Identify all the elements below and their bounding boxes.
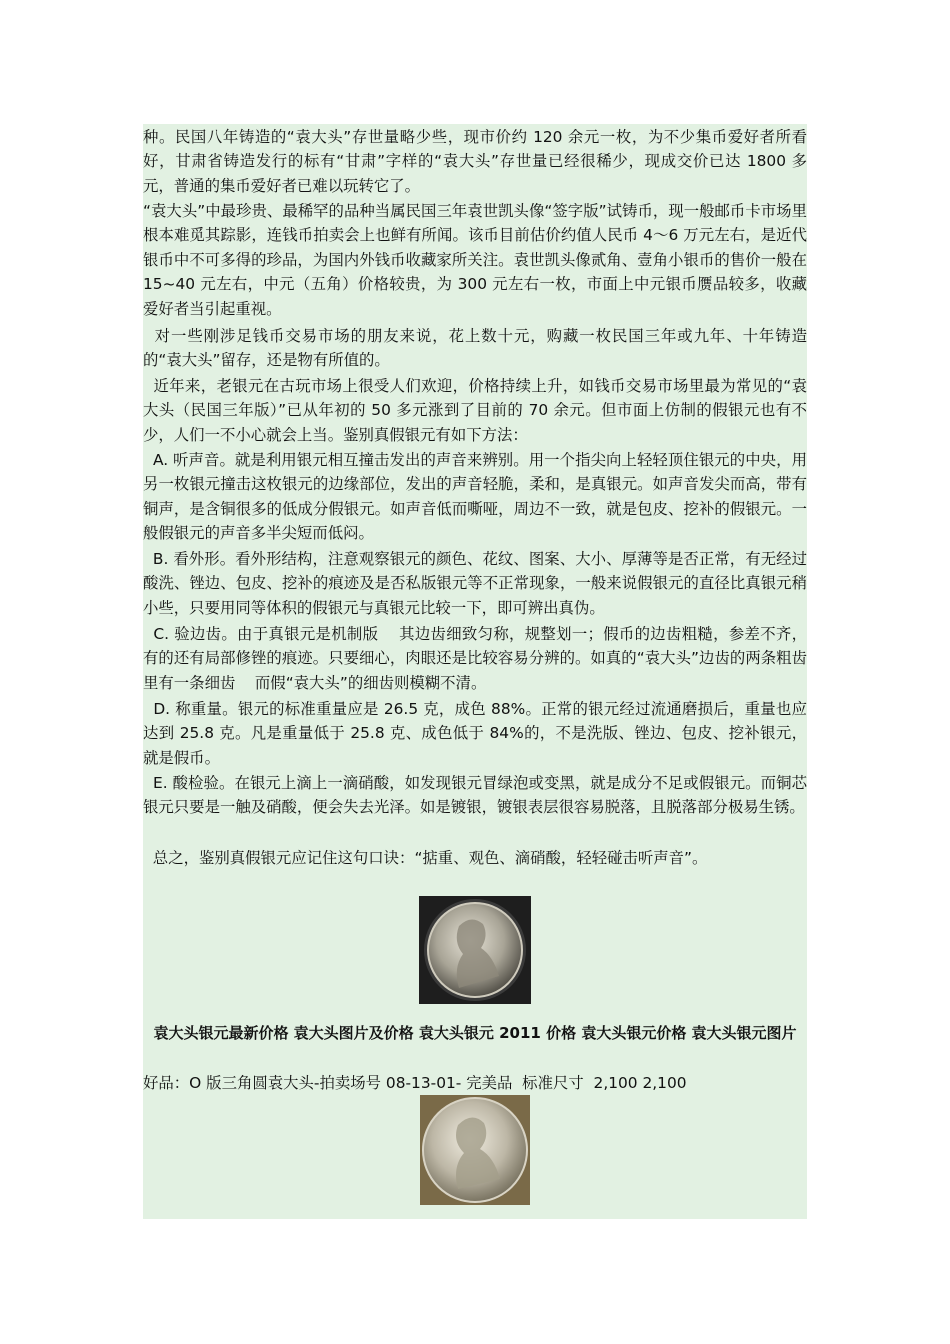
paragraph-2: “袁大头”中最珍贵、最稀罕的品种当属民国三年袁世凯头像“签字版”试铸币，现一般邮币卡市场里根本难觅其踪影，连钱币拍卖会上也鲜有所闻。该币目前估价约值人民币 4～6 万元左右，是近代银币中不可多得的珍品，为国内外钱币收藏家所关注。袁世凯头像贰角、壹角小银币的售价一般在 15~40 元左右，中元（五角）价格较贵，为 300 元左右一枚，市面上中元银币赝品较多，收藏爱好者当引起重视。 <box>143 202 812 318</box>
item-info-line: 好品：O 版三角圆袁大头-拍卖场号 08-13-01- 完美品 标准尺寸 2,100 2,100 <box>143 1074 687 1092</box>
paragraph-3: 对一些刚涉足钱币交易市场的朋友来说，花上数十元，购藏一枚民国三年或九年、十年铸造的“袁大头”留存，还是物有所值的。 <box>143 327 807 370</box>
paragraph-method-d: D. 称重量。银元的标准重量应是 26.5 克，成色 88%。正常的银元经过流通磨损后，重量也应达到 25.8 克。凡是重量低于 25.8 克、成色低于 84%的，不是洗版、锉边、包皮、挖补银元，就是假币。 <box>143 700 807 767</box>
coin-photo-1 <box>419 896 531 1004</box>
paragraph-method-b: B. 看外形。看外形结构，注意观察银元的颜色、花纹、图案、大小、厚薄等是否正常，有无经过酸洗、锉边、包皮、挖补的痕迹及是否私版银元等不正常现象，一般来说假银元的直径比真银元稍小些，只要用同等体积的假银元与真银元比较一下，即可辨出真伪。 <box>143 550 807 617</box>
paragraph-method-c: C. 验边齿。由于真银元是机制版 其边齿细致匀称，规整划一；假币的边齿粗糙，参差不齐，有的还有局部修锉的痕迹。只要细心，肉眼还是比较容易分辨的。如真的“袁大头”边齿的两条粗齿里有一条细齿 而假“袁大头”的细齿则模糊不清。 <box>143 625 807 692</box>
paragraph-summary: 总之，鉴别真假银元应记住这句口诀：“掂重、观色、滴硝酸，轻轻碰击听声音”。 <box>143 849 708 867</box>
image-caption: 袁大头银元最新价格 袁大头图片及价格 袁大头银元 2011 价格 袁大头银元价格 袁大头银元图片 <box>153 1024 797 1042</box>
paragraph-method-a: A. 听声音。就是利用银元相互撞击发出的声音来辨别。用一个指尖向上轻轻顶住银元的中央，用另一枚银元撞击这枚银元的边缘部位，发出的声音轻脆，柔和，是真银元。如声音发尖而高，带有铜声，是含铜很多的低成分假银元。如声音低而嘶哑，周边不一致，就是包皮、挖补的假银元。一般假银元的声音多半尖短而低闷。 <box>143 451 807 543</box>
paragraph-4: 近年来，老银元在古玩市场上很受人们欢迎，价格持续上升，如钱币交易市场里最为常见的“袁大头（民国三年版）”已从年初的 50 多元涨到了目前的 70 余元。但市面上仿制的假银元也有不少，人们一不小心就会上当。鉴别真假银元有如下方法： <box>143 377 807 444</box>
paragraph-method-e: E. 酸检验。在银元上滴上一滴硝酸，如发现银元冒绿泡或变黑，就是成分不足或假银元。而铜芯银元只要是一触及硝酸，便会失去光泽。如是镀银，镀银表层很容易脱落，且脱落部分极易生锈。 <box>143 774 807 817</box>
paragraph-1: 种。民国八年铸造的“袁大头”存世量略少些，现市价约 120 余元一枚，为不少集币爱好者所看好，甘肃省铸造发行的标有“甘肃”字样的“袁大头”存世量已经很稀少，现成交价已达 1800 多元，普通的集币爱好者已难以玩转它了。 <box>143 128 807 195</box>
coin-photo-2 <box>420 1095 530 1205</box>
